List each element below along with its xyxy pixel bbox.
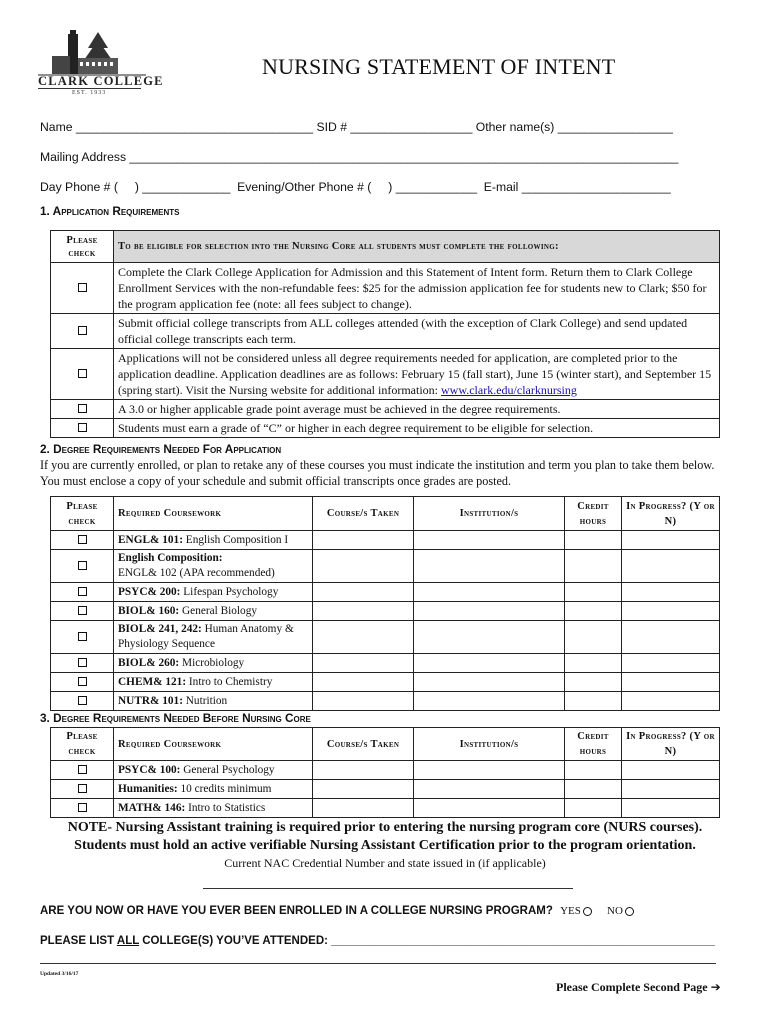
course-math146: MATH& 146: Intro to Statistics bbox=[114, 799, 313, 818]
checkbox-biol260[interactable] bbox=[51, 654, 114, 673]
col-please-check: Please check bbox=[51, 497, 114, 531]
cell-credit[interactable] bbox=[565, 692, 622, 711]
no-option[interactable]: NO bbox=[607, 905, 634, 917]
checkbox-chem121[interactable] bbox=[51, 673, 114, 692]
course-psyc200: PSYC& 200: Lifespan Psychology bbox=[114, 583, 313, 602]
no-radio-icon[interactable] bbox=[625, 907, 634, 916]
checkbox-psyc200[interactable] bbox=[51, 583, 114, 602]
cell-credit[interactable] bbox=[565, 531, 622, 550]
cell-progress[interactable] bbox=[622, 761, 720, 780]
phone-email-line[interactable]: Day Phone # ( ) _____________ Evening/Other Phone # ( ) ____________ E-mail ______________________ bbox=[40, 180, 671, 194]
checkbox-req-3[interactable] bbox=[51, 349, 114, 400]
cell-credit[interactable] bbox=[565, 761, 622, 780]
cell-taken[interactable] bbox=[313, 583, 414, 602]
cell-taken[interactable] bbox=[313, 531, 414, 550]
updated-date: Updated 3/16/17 bbox=[40, 971, 79, 977]
course-engl101: ENGL& 101: English Composition I bbox=[114, 531, 313, 550]
course-chem121: CHEM& 121: Intro to Chemistry bbox=[114, 673, 313, 692]
requirement-5: Students must earn a grade of “C” or higher in each degree requirement to be eligible for selection. bbox=[114, 419, 720, 438]
checkbox-req-2[interactable] bbox=[51, 314, 114, 349]
section2-intro: If you are currently enrolled, or plan to retake any of these courses you must indicate the institution and term you plan to take them below. You must enclose a copy of your schedule and submit official transcripts once grades are posted. bbox=[40, 458, 715, 488]
checkbox-psyc100[interactable] bbox=[51, 761, 114, 780]
cell-credit[interactable] bbox=[565, 602, 622, 621]
nac-credential-label: Current NAC Credential Number and state issued in (if applicable) bbox=[224, 856, 546, 870]
col-credit-hours: Credit hours bbox=[565, 497, 622, 531]
please-check-header: Please check bbox=[51, 231, 114, 263]
nac-note-line2: Students must hold an active verifiable Nursing Assistant Certification prior to the program orientation. bbox=[74, 838, 696, 853]
cell-progress[interactable] bbox=[622, 583, 720, 602]
cell-taken[interactable] bbox=[313, 692, 414, 711]
col-required-coursework: Required Coursework bbox=[114, 728, 313, 761]
logo-est: EST. 1933 bbox=[72, 90, 107, 96]
next-page-note: Please Complete Second Page ➔ bbox=[556, 980, 721, 994]
cell-taken[interactable] bbox=[313, 761, 414, 780]
col-institution: Institution/s bbox=[414, 497, 565, 531]
nursing-program-question: ARE YOU NOW OR HAVE YOU EVER BEEN ENROLLED IN A COLLEGE NURSING PROGRAM? YES NO bbox=[40, 905, 634, 917]
course-biol241: BIOL& 241, 242: Human Anatomy & Physiology Sequence bbox=[114, 621, 313, 654]
cell-credit[interactable] bbox=[565, 799, 622, 818]
cell-institution[interactable] bbox=[414, 621, 565, 654]
colleges-attended-line[interactable]: PLEASE LIST ALL COLLEGE(S) YOU’VE ATTENDED: ____________________________________________________________ bbox=[40, 935, 715, 947]
application-requirements-table bbox=[50, 230, 720, 438]
colleges-attended-field[interactable] bbox=[40, 963, 716, 964]
requirement-2: Submit official college transcripts from ALL colleges attended (with the exception of Clark College) and send updated official college transcripts each term. bbox=[114, 314, 720, 349]
requirements-header: To be eligible for selection into the Nursing Core all students must complete the following: bbox=[114, 231, 720, 263]
col-course-taken: Course/s Taken bbox=[313, 497, 414, 531]
section3-heading: 3. Degree Requirements Needed Before Nursing Core bbox=[40, 711, 311, 725]
yes-option[interactable]: YES bbox=[560, 905, 592, 917]
cell-institution[interactable] bbox=[414, 761, 565, 780]
course-biol160: BIOL& 160: General Biology bbox=[114, 602, 313, 621]
cell-institution[interactable] bbox=[414, 654, 565, 673]
cell-institution[interactable] bbox=[414, 692, 565, 711]
cell-progress[interactable] bbox=[622, 602, 720, 621]
course-psyc100: PSYC& 100: General Psychology bbox=[114, 761, 313, 780]
course-biol260: BIOL& 260: Microbiology bbox=[114, 654, 313, 673]
cell-progress[interactable] bbox=[622, 550, 720, 583]
cell-taken[interactable] bbox=[313, 654, 414, 673]
cell-credit[interactable] bbox=[565, 780, 622, 799]
checkbox-humanities[interactable] bbox=[51, 780, 114, 799]
nac-note-line1: NOTE- Nursing Assistant training is required prior to entering the nursing program core (NURS courses). bbox=[67, 820, 703, 835]
cell-institution[interactable] bbox=[414, 780, 565, 799]
col-required-coursework: Required Coursework bbox=[114, 497, 313, 531]
cell-institution[interactable] bbox=[414, 583, 565, 602]
col-course-taken: Course/s Taken bbox=[313, 728, 414, 761]
checkbox-biol160[interactable] bbox=[51, 602, 114, 621]
cell-progress[interactable] bbox=[622, 531, 720, 550]
cell-credit[interactable] bbox=[565, 583, 622, 602]
nursing-website-link[interactable]: www.clark.edu/clarknursing bbox=[441, 383, 577, 397]
section2-heading: 2. Degree Requirements Needed For Application bbox=[40, 442, 282, 456]
cell-credit[interactable] bbox=[565, 621, 622, 654]
requirement-4: A 3.0 or higher applicable grade point average must be achieved in the degree requirements. bbox=[114, 400, 720, 419]
cell-taken[interactable] bbox=[313, 602, 414, 621]
degree-requirements-application-table bbox=[50, 496, 720, 711]
page-title: NURSING STATEMENT OF INTENT bbox=[262, 54, 616, 79]
checkbox-engl101[interactable] bbox=[51, 531, 114, 550]
checkbox-engl-comp[interactable] bbox=[51, 550, 114, 583]
cell-progress[interactable] bbox=[622, 692, 720, 711]
cell-taken[interactable] bbox=[313, 621, 414, 654]
cell-taken[interactable] bbox=[313, 673, 414, 692]
cell-institution[interactable] bbox=[414, 602, 565, 621]
col-in-progress: In Progress? (Y or N) bbox=[622, 497, 720, 531]
checkbox-req-4[interactable] bbox=[51, 400, 114, 419]
checkbox-biol241[interactable] bbox=[51, 621, 114, 654]
course-nutr101: NUTR& 101: Nutrition bbox=[114, 692, 313, 711]
checkbox-nutr101[interactable] bbox=[51, 692, 114, 711]
cell-institution[interactable] bbox=[414, 531, 565, 550]
requirement-3: Applications will not be considered unless all degree requirements needed for application, are completed prior to the application deadline. Application deadlines are as follows: February 15 (fall start), June 15 (winter start), and September 15 (spring start). Visit the Nursing website for additional information: www.clark.edu/clarknursing bbox=[114, 349, 720, 400]
nac-credential-field[interactable] bbox=[203, 888, 573, 889]
logo-rule bbox=[38, 88, 141, 89]
mailing-address-line[interactable]: Mailing Address _________________________________________________________________________________ bbox=[40, 150, 679, 164]
cell-credit[interactable] bbox=[565, 654, 622, 673]
cell-taken[interactable] bbox=[313, 550, 414, 583]
cell-progress[interactable] bbox=[622, 780, 720, 799]
cell-progress[interactable] bbox=[622, 799, 720, 818]
checkbox-req-1[interactable] bbox=[51, 263, 114, 314]
checkbox-req-5[interactable] bbox=[51, 419, 114, 438]
col-in-progress: In Progress? (Y or N) bbox=[622, 728, 720, 761]
arrow-right-icon: ➔ bbox=[710, 980, 721, 994]
degree-requirements-core-table bbox=[50, 727, 720, 818]
cell-progress[interactable] bbox=[622, 673, 720, 692]
requirement-1: Complete the Clark College Application for Admission and this Statement of Intent form. Return them to Clark College Enrollment Services with the non-refundable fees: $25 for the admission application fee for students new to Clark; $50 for the program application fee (note: all fees subject to change). bbox=[114, 263, 720, 314]
col-credit-hours: Credit hours bbox=[565, 728, 622, 761]
cell-progress[interactable] bbox=[622, 654, 720, 673]
yes-radio-icon[interactable] bbox=[583, 907, 592, 916]
name-line[interactable]: Name ___________________________________ SID # __________________ Other name(s) _________________ bbox=[40, 120, 673, 134]
logo-name: CLARK COLLEGE bbox=[38, 74, 164, 88]
cell-credit[interactable] bbox=[565, 673, 622, 692]
cell-institution[interactable] bbox=[414, 550, 565, 583]
cell-taken[interactable] bbox=[313, 780, 414, 799]
col-institution: Institution/s bbox=[414, 728, 565, 761]
cell-institution[interactable] bbox=[414, 799, 565, 818]
cell-credit[interactable] bbox=[565, 550, 622, 583]
col-please-check: Please check bbox=[51, 728, 114, 761]
cell-taken[interactable] bbox=[313, 799, 414, 818]
course-engl-comp: English Composition: ENGL& 102 (APA recommended) bbox=[114, 550, 313, 583]
course-humanities: Humanities: 10 credits minimum bbox=[114, 780, 313, 799]
checkbox-math146[interactable] bbox=[51, 799, 114, 818]
section1-heading: 1. Application Requirements bbox=[40, 204, 180, 218]
cell-institution[interactable] bbox=[414, 673, 565, 692]
cell-progress[interactable] bbox=[622, 621, 720, 654]
